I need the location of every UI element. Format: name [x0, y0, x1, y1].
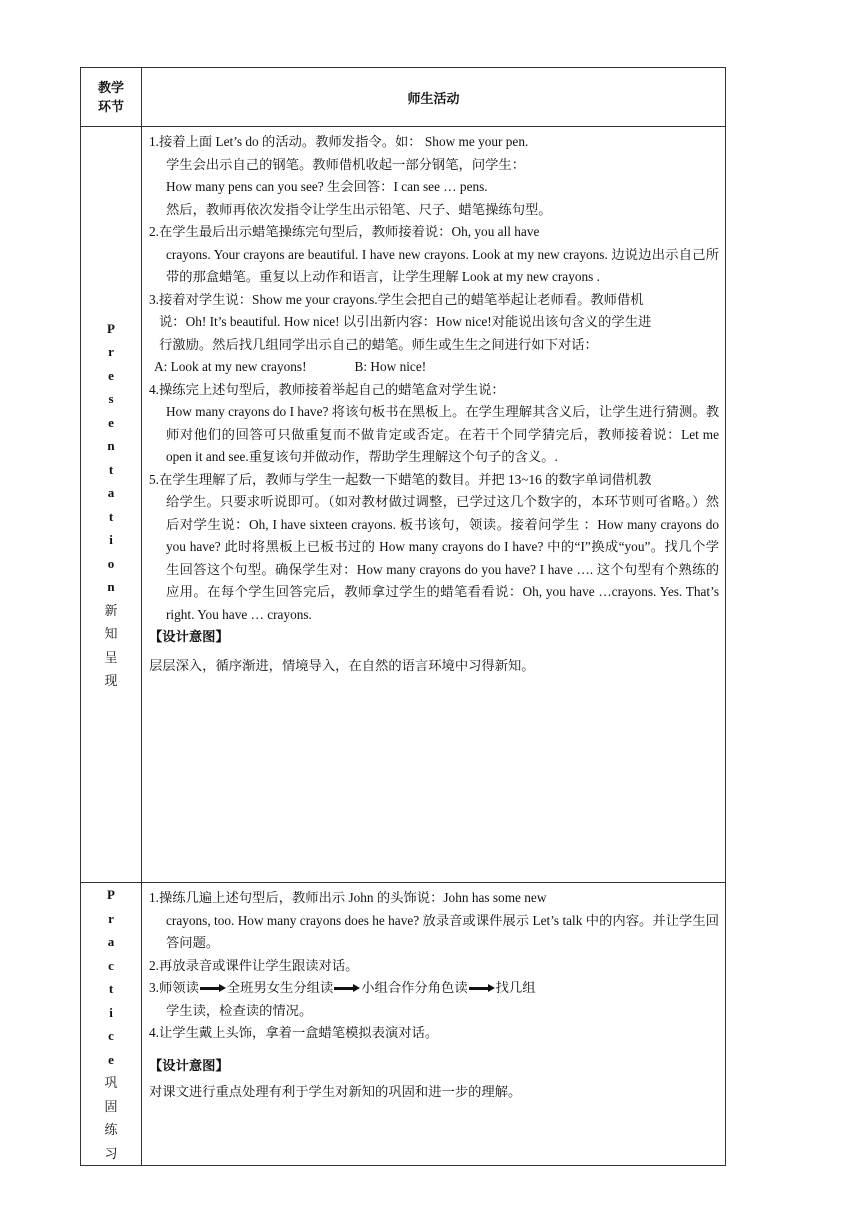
- stage-letter: r: [108, 344, 114, 359]
- read-step-class-groups: 全班男女生分组读: [226, 980, 334, 995]
- stage-letter: t: [108, 508, 114, 524]
- practice-stage-cell: [81, 883, 142, 1166]
- read-step-teacher: 3.师领读: [149, 980, 199, 995]
- presentation-stage-letters: [81, 317, 141, 599]
- presentation-design-heading: 【设计意图】: [149, 629, 229, 644]
- step4-line: 4.操练完上述句型后，教师接着举起自己的蜡笔盒对学生说：: [149, 381, 505, 397]
- presentation-activity-cell: [142, 127, 726, 883]
- dialog-a: A: Look at my new crayons!: [154, 359, 307, 374]
- lesson-plan-table: [80, 67, 726, 1166]
- step1-line2: 学生会出示自己的钢笔。教师借机收起一部分钢笔，问学生：: [166, 156, 526, 172]
- stage-letter: e: [108, 414, 114, 430]
- read-step-group-roles: 小组合作分角色读: [361, 980, 468, 995]
- presentation-design-text: 层层深入，循序渐进，情境导入，在自然的语言环境中习得新知。: [149, 657, 535, 673]
- practice-step3-line: [149, 977, 719, 1000]
- stage-letter: i: [109, 1004, 113, 1020]
- stage-letter: t: [108, 461, 114, 477]
- step4-line2: How many crayons do I have? 将该句板书在黑板上。在学生理解其含义后，让学生进行猜测。教师对他们的回答可只做重复而不做肯定或否定。在若干个同学猜完后，教师接着说：Let me open it and see.重复该句并做动作，帮助学生理解这个句子的含义。.: [166, 404, 719, 464]
- header-row: [81, 68, 726, 127]
- arrow-right-icon: [200, 984, 226, 993]
- stage-char: 知: [104, 626, 118, 641]
- practice-design-text: 对课文进行重点处理有利于学生对新知的巩固和进一步的理解。: [149, 1084, 522, 1099]
- stage-char: 固: [104, 1098, 118, 1114]
- step3-line: 3.接着对学生说：Show me your crayons.学生会把自己的蜡笔举起让老师看。教师借机: [149, 291, 644, 307]
- stage-char: 练: [104, 1122, 118, 1137]
- stage-letter: t: [108, 981, 114, 996]
- dialog-line: [149, 356, 719, 379]
- step5-line2: 给学生。只要求听说即可。（如对教材做过调整，已学过这几个数字的，本环节则可省略。）然后对学生说：Oh, I have sixteen crayons. 板书该句，领读。接着问学生 ：How many crayons do you have? 此时将黑板上已板书过的 How many crayons do I have? 中的“I”换成“you”。找几个学生回答这个句型。确保学生对：How many crayons do you have? I have …. 这个句型有个熟练的应用。在每个学生回答完后，教师拿过学生的蜡笔看看说：Oh, you have …crayons. Yes. That’s right. You have … crayons.: [166, 494, 719, 622]
- practice-row: [81, 883, 726, 1166]
- step2-line: 2.在学生最后出示蜡笔操练完句型后，教师接着说：Oh, you all have: [149, 224, 540, 239]
- practice-stage-letters: [81, 883, 141, 1071]
- stage-letter: e: [108, 367, 114, 383]
- presentation-stage-cell: [81, 127, 142, 883]
- step3-line2: 说：Oh! It’s beautiful. How nice! 以引出新内容：How nice!对能说出该句含义的学生进: [159, 314, 652, 329]
- practice-step4-line: 4.让学生戴上头饰，拿着一盒蜡笔模拟表演对话。: [149, 1025, 439, 1040]
- practice-design-heading: 【设计意图】: [149, 1057, 229, 1073]
- presentation-row: [81, 127, 726, 883]
- stage-char: 新: [104, 602, 118, 618]
- stage-letter: n: [107, 579, 115, 594]
- step3-line3: 行激励。然后找几组同学出示自己的蜡笔。师生或生生之间进行如下对话：: [159, 336, 598, 352]
- stage-char: 习: [104, 1145, 118, 1161]
- stage-letter: a: [107, 934, 115, 949]
- stage-letter: r: [108, 910, 114, 926]
- practice-step3-line2: 学生读，检查读的情况。: [166, 1002, 313, 1018]
- practice-step1-line2: crayons, too. How many crayons does he have? 放录音或课件展示 Let’s talk 中的内容。并让学生回答问题。: [166, 912, 719, 950]
- step2-line2: crayons. Your crayons are beautiful. I have new crayons. Look at my new crayons. 边说边出示自己所带的那盒蜡笔。重复以上动作和语言，让学生理解 Look at my new crayons .: [166, 246, 719, 284]
- arrow-right-icon: [334, 984, 360, 993]
- step1-line4: 然后，教师再依次发指令让学生出示铅笔、尺子、蜡笔操练句型。: [166, 201, 552, 217]
- stage-letter: s: [108, 391, 114, 406]
- read-step-select-groups: 找几组: [495, 980, 536, 995]
- step1-line3: How many pens can you see? 生会回答：I can see … pens.: [166, 179, 488, 194]
- stage-letter: i: [109, 532, 113, 547]
- practice-stage-chinese: [81, 1071, 141, 1165]
- stage-letter: c: [108, 957, 114, 973]
- stage-letter: o: [107, 555, 115, 571]
- step5-line: 5.在学生理解了后，教师与学生一起数一下蜡笔的数目。并把 13~16 的数字单词借机教: [149, 471, 652, 487]
- stage-header-cell: [81, 68, 142, 127]
- stage-header-line2: 环节: [97, 99, 124, 114]
- practice-step1-line: 1.操练几遍上述句型后，教师出示 John 的头饰说：John has some new: [149, 890, 547, 905]
- stage-letter: e: [108, 1051, 114, 1067]
- stage-char: 现: [104, 673, 118, 688]
- practice-step2-line: 2.再放录音或课件让学生跟读对话。: [149, 957, 359, 973]
- stage-letter: a: [107, 485, 115, 500]
- presentation-stage-chinese: [81, 599, 141, 693]
- stage-header-line1: 教学: [97, 80, 124, 95]
- stage-letter: P: [107, 320, 115, 336]
- stage-letter: n: [107, 438, 115, 453]
- activity-header-cell: 师生活动: [142, 68, 726, 127]
- stage-letter: c: [108, 1028, 114, 1043]
- stage-letter: P: [107, 887, 115, 902]
- practice-activity-cell: [142, 883, 726, 1166]
- stage-char: 呈: [104, 649, 118, 665]
- step1-line: 1.接着上面 Let’s do 的活动。教师发指令。如： Show me your pen.: [149, 134, 529, 149]
- arrow-right-icon: [469, 984, 495, 993]
- stage-char: 巩: [104, 1075, 118, 1090]
- dialog-b: B: How nice!: [354, 359, 427, 374]
